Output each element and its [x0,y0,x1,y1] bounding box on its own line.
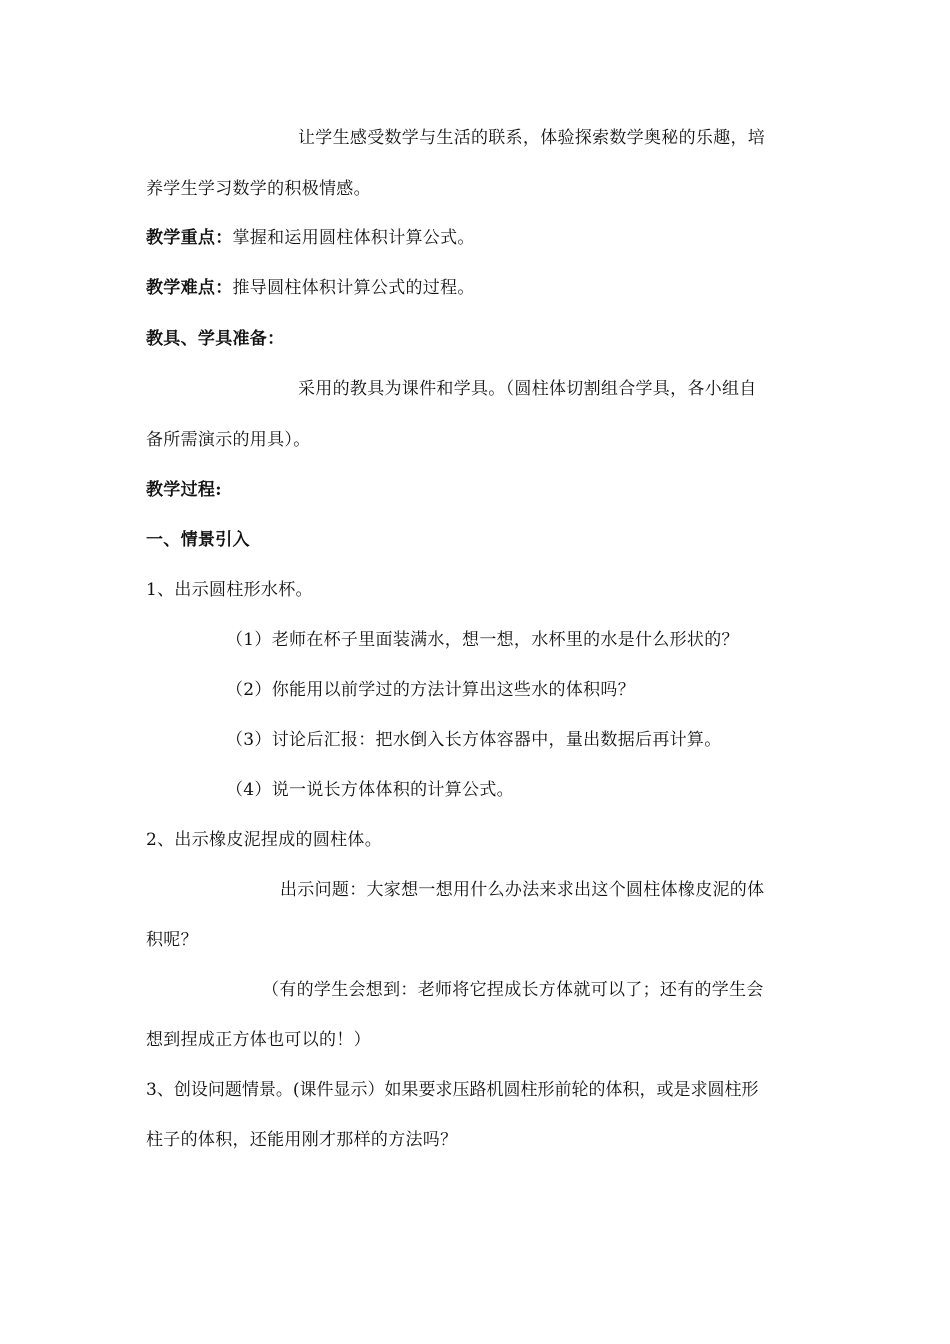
item-2-answer-line-1: （有的学生会想到：老师将它捏成长方体就可以了；还有的学生会 [262,980,764,1000]
key-point-row [146,226,475,250]
tools-heading: 教具、学具准备： [146,329,285,349]
tools-line-2: 备所需演示的用具）。 [146,430,311,450]
item-2-question-line-2: 积呢？ [146,930,198,950]
difficulty-label: 教学难点： [146,278,233,298]
item-2: 2、出示橡皮泥捏成的圆柱体。 [146,830,383,850]
key-point-label: 教学重点： [146,228,233,248]
goal-line-2: 养学生学习数学的积极情感。 [146,179,371,199]
difficulty-text: 推导圆柱体积计算公式的过程。 [232,278,475,298]
item-2-answer-line-2: 想到捏成正方体也可以的！） [146,1030,371,1050]
item-1-question-1: （1）老师在杯子里面装满水，想一想，水杯里的水是什么形状的？ [226,630,739,650]
item-1-question-3: （3）讨论后汇报：把水倒入长方体容器中，量出数据后再计算。 [226,730,722,750]
key-point-text: 掌握和运用圆柱体积计算公式。 [232,228,475,248]
item-1-question-2: （2）你能用以前学过的方法计算出这些水的体积吗？ [226,680,636,700]
item-3-line-1: 3、创设问题情景。(课件显示）如果要求压路机圆柱形前轮的体积，或是求圆柱形 [146,1080,759,1100]
goal-line-1: 让学生感受数学与生活的联系，体验探索数学奥秘的乐趣，培 [298,128,766,148]
item-3-line-2: 柱子的体积，还能用刚才那样的方法吗？ [146,1130,458,1150]
section-1-heading: 一、情景引入 [146,530,250,550]
item-1-question-4: （4）说一说长方体体积的计算公式。 [226,780,514,800]
process-heading: 教学过程: [146,480,222,500]
item-2-question-line-1: 出示问题：大家想一想用什么办法来求出这个圆柱体橡皮泥的体 [280,880,765,900]
tools-line-1: 采用的教具为课件和学具。（圆柱体切割组合学具，各小组自 [298,379,757,399]
item-1: 1、出示圆柱形水杯。 [146,580,313,600]
difficulty-row [146,276,475,300]
